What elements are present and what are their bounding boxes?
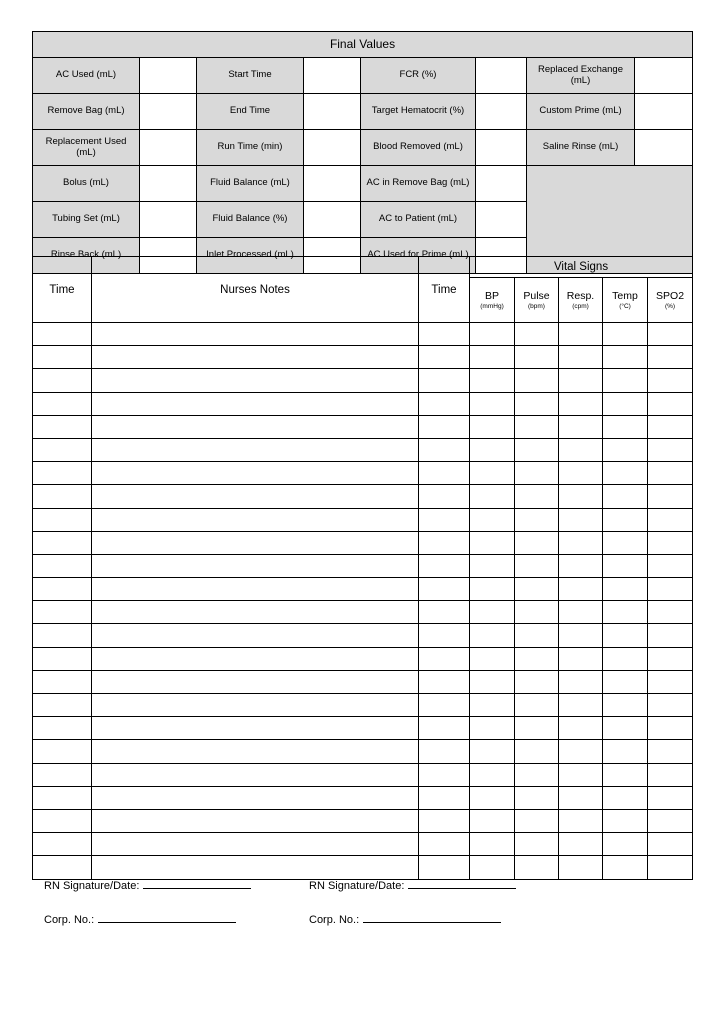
cell-time-left[interactable]: [33, 717, 92, 740]
label-bolus: Bolus (mL): [33, 166, 140, 202]
cell-time-left[interactable]: [33, 508, 92, 531]
cell-time-right[interactable]: [419, 833, 470, 856]
cell-spo2[interactable]: [648, 346, 693, 369]
rn-signature-input-left[interactable]: [143, 888, 251, 889]
cell-time-left[interactable]: [33, 462, 92, 485]
header-temp-name: Temp: [612, 289, 638, 302]
label-fcr: FCR (%): [361, 58, 476, 94]
label-fluid-balance-pct: Fluid Balance (%): [197, 202, 304, 238]
table-row: [33, 578, 693, 601]
cell-spo2[interactable]: [648, 531, 693, 554]
label-ac-in-remove-bag: AC in Remove Bag (mL): [361, 166, 476, 202]
cell-time-right[interactable]: [419, 856, 470, 879]
cell-notes[interactable]: [92, 670, 419, 693]
corp-no-right: [309, 914, 501, 926]
label-start-time: Start Time: [197, 58, 304, 94]
cell-bp[interactable]: [470, 415, 515, 438]
cell-time-left[interactable]: [33, 323, 92, 346]
header-spo2-unit: (%): [664, 302, 676, 310]
cell-time-left[interactable]: [33, 601, 92, 624]
cell-time-right[interactable]: [419, 485, 470, 508]
rn-signature-left: [44, 880, 309, 892]
cell-time-right[interactable]: [419, 578, 470, 601]
cell-temp[interactable]: [603, 323, 648, 346]
cell-resp[interactable]: [559, 578, 603, 601]
cell-notes[interactable]: [92, 717, 419, 740]
cell-notes[interactable]: [92, 554, 419, 577]
cell-bp[interactable]: [470, 694, 515, 717]
cell-pulse[interactable]: [515, 647, 559, 670]
table-row: [33, 346, 693, 369]
rn-signature-label-left: RN Signature/Date:: [44, 880, 140, 892]
final-values-title-row: [33, 32, 693, 58]
cell-spo2[interactable]: [648, 438, 693, 461]
cell-temp[interactable]: [603, 415, 648, 438]
cell-time-right[interactable]: [419, 786, 470, 809]
label-saline-rinse: Saline Rinse (mL): [527, 130, 635, 166]
vitals-group-header-row: [33, 257, 693, 278]
cell-time-right[interactable]: [419, 717, 470, 740]
cell-time-right[interactable]: [419, 624, 470, 647]
table-row: [33, 438, 693, 461]
table-row: [33, 670, 693, 693]
final-values-row: [33, 166, 693, 202]
cell-bp[interactable]: [470, 323, 515, 346]
cell-bp[interactable]: [470, 809, 515, 832]
cell-resp[interactable]: [559, 369, 603, 392]
cell-temp[interactable]: [603, 740, 648, 763]
cell-bp[interactable]: [470, 601, 515, 624]
cell-resp[interactable]: [559, 508, 603, 531]
cell-pulse[interactable]: [515, 601, 559, 624]
cell-spo2[interactable]: [648, 740, 693, 763]
value-ac-to-patient[interactable]: [476, 202, 527, 238]
cell-pulse[interactable]: [515, 392, 559, 415]
cell-notes[interactable]: [92, 415, 419, 438]
cell-spo2[interactable]: [648, 647, 693, 670]
cell-pulse[interactable]: [515, 717, 559, 740]
table-row: [33, 763, 693, 786]
cell-resp[interactable]: [559, 323, 603, 346]
cell-time-right[interactable]: [419, 323, 470, 346]
value-replaced-exchange[interactable]: [635, 58, 693, 94]
cell-time-right[interactable]: [419, 438, 470, 461]
cell-resp[interactable]: [559, 694, 603, 717]
header-time-left: Time: [33, 257, 92, 323]
cell-time-left[interactable]: [33, 578, 92, 601]
cell-bp[interactable]: [470, 786, 515, 809]
cell-temp[interactable]: [603, 578, 648, 601]
cell-temp[interactable]: [603, 485, 648, 508]
table-row: [33, 554, 693, 577]
cell-notes[interactable]: [92, 392, 419, 415]
table-row: [33, 786, 693, 809]
cell-bp[interactable]: [470, 554, 515, 577]
cell-time-left[interactable]: [33, 531, 92, 554]
table-row: [33, 856, 693, 879]
cell-time-left[interactable]: [33, 740, 92, 763]
cell-time-left[interactable]: [33, 369, 92, 392]
label-run-time: Run Time (min): [197, 130, 304, 166]
cell-bp[interactable]: [470, 392, 515, 415]
cell-pulse[interactable]: [515, 369, 559, 392]
cell-temp[interactable]: [603, 809, 648, 832]
cell-pulse[interactable]: [515, 670, 559, 693]
cell-bp[interactable]: [470, 833, 515, 856]
cell-time-right[interactable]: [419, 670, 470, 693]
value-run-time[interactable]: [304, 130, 361, 166]
table-row: [33, 508, 693, 531]
cell-resp[interactable]: [559, 346, 603, 369]
table-row: [33, 717, 693, 740]
cell-spo2[interactable]: [648, 323, 693, 346]
label-tubing-set: Tubing Set (mL): [33, 202, 140, 238]
cell-notes[interactable]: [92, 786, 419, 809]
cell-notes[interactable]: [92, 462, 419, 485]
cell-resp[interactable]: [559, 763, 603, 786]
cell-temp[interactable]: [603, 346, 648, 369]
value-tubing-set[interactable]: [140, 202, 197, 238]
cell-pulse[interactable]: [515, 763, 559, 786]
label-inlet-processed: Inlet Processed (mL): [197, 238, 304, 274]
value-fcr[interactable]: [476, 58, 527, 94]
cell-pulse[interactable]: [515, 554, 559, 577]
cell-spo2[interactable]: [648, 462, 693, 485]
table-row: [33, 694, 693, 717]
cell-time-left[interactable]: [33, 554, 92, 577]
corp-no-input-left[interactable]: [98, 922, 236, 923]
cell-temp[interactable]: [603, 717, 648, 740]
final-values-table: [32, 31, 693, 274]
cell-bp[interactable]: [470, 346, 515, 369]
label-end-time: End Time: [197, 94, 304, 130]
cell-temp[interactable]: [603, 462, 648, 485]
cell-bp[interactable]: [470, 369, 515, 392]
cell-bp[interactable]: [470, 508, 515, 531]
table-row: [33, 833, 693, 856]
cell-time-right[interactable]: [419, 462, 470, 485]
cell-notes[interactable]: [92, 809, 419, 832]
cell-pulse[interactable]: [515, 694, 559, 717]
cell-temp[interactable]: [603, 670, 648, 693]
label-remove-bag: Remove Bag (mL): [33, 94, 140, 130]
nurses-notes-body: [33, 323, 693, 880]
table-row: [33, 740, 693, 763]
cell-notes[interactable]: [92, 624, 419, 647]
cell-time-right[interactable]: [419, 601, 470, 624]
cell-pulse[interactable]: [515, 508, 559, 531]
corp-no-label-left: Corp. No.:: [44, 914, 95, 926]
value-end-time[interactable]: [304, 94, 361, 130]
label-ac-used-for-prime: AC Used for Prime (mL): [361, 238, 476, 274]
cell-spo2[interactable]: [648, 856, 693, 879]
cell-spo2[interactable]: [648, 578, 693, 601]
header-time-right: Time: [419, 257, 470, 323]
cell-pulse[interactable]: [515, 740, 559, 763]
corp-no-row: [44, 914, 684, 926]
cell-temp[interactable]: [603, 508, 648, 531]
value-fluid-balance-pct[interactable]: [304, 202, 361, 238]
cell-notes[interactable]: [92, 647, 419, 670]
cell-spo2[interactable]: [648, 809, 693, 832]
table-row: [33, 462, 693, 485]
value-custom-prime[interactable]: [635, 94, 693, 130]
label-custom-prime: Custom Prime (mL): [527, 94, 635, 130]
cell-notes[interactable]: [92, 323, 419, 346]
corp-no-label-right: Corp. No.:: [309, 914, 360, 926]
cell-resp[interactable]: [559, 717, 603, 740]
cell-bp[interactable]: [470, 624, 515, 647]
cell-resp[interactable]: [559, 670, 603, 693]
cell-time-left[interactable]: [33, 786, 92, 809]
header-vital-signs: Vital Signs: [470, 257, 693, 278]
label-ac-used: AC Used (mL): [33, 58, 140, 94]
cell-temp[interactable]: [603, 438, 648, 461]
cell-pulse[interactable]: [515, 462, 559, 485]
cell-time-right[interactable]: [419, 392, 470, 415]
table-row: [33, 415, 693, 438]
cell-notes[interactable]: [92, 578, 419, 601]
cell-time-right[interactable]: [419, 694, 470, 717]
cell-bp[interactable]: [470, 531, 515, 554]
value-saline-rinse[interactable]: [635, 130, 693, 166]
cell-time-left[interactable]: [33, 856, 92, 879]
cell-time-left[interactable]: [33, 694, 92, 717]
value-blood-removed[interactable]: [476, 130, 527, 166]
cell-time-left[interactable]: [33, 763, 92, 786]
cell-pulse[interactable]: [515, 786, 559, 809]
value-remove-bag[interactable]: [140, 94, 197, 130]
cell-time-left[interactable]: [33, 415, 92, 438]
cell-pulse[interactable]: [515, 624, 559, 647]
label-replaced-exchange: Replaced Exchange (mL): [527, 58, 635, 94]
cell-time-left[interactable]: [33, 833, 92, 856]
cell-resp[interactable]: [559, 415, 603, 438]
cell-notes[interactable]: [92, 740, 419, 763]
header-pulse: [515, 278, 559, 323]
value-ac-in-remove-bag[interactable]: [476, 166, 527, 202]
cell-notes[interactable]: [92, 485, 419, 508]
label-rinse-back: Rinse Back (mL): [33, 238, 140, 274]
final-values-row: [33, 130, 693, 166]
table-row: [33, 531, 693, 554]
cell-pulse[interactable]: [515, 856, 559, 879]
cell-notes[interactable]: [92, 346, 419, 369]
cell-pulse[interactable]: [515, 485, 559, 508]
rn-signature-label-right: RN Signature/Date:: [309, 880, 405, 892]
cell-pulse[interactable]: [515, 346, 559, 369]
cell-notes[interactable]: [92, 856, 419, 879]
cell-spo2[interactable]: [648, 694, 693, 717]
cell-temp[interactable]: [603, 601, 648, 624]
cell-temp[interactable]: [603, 694, 648, 717]
cell-bp[interactable]: [470, 578, 515, 601]
corp-no-left: [44, 914, 309, 926]
final-values-title: Final Values: [33, 32, 693, 58]
cell-pulse[interactable]: [515, 531, 559, 554]
cell-bp[interactable]: [470, 856, 515, 879]
header-pulse-unit: (bpm): [528, 302, 545, 310]
header-resp: [559, 278, 603, 323]
cell-pulse[interactable]: [515, 578, 559, 601]
cell-resp[interactable]: [559, 554, 603, 577]
cell-resp[interactable]: [559, 856, 603, 879]
cell-spo2[interactable]: [648, 554, 693, 577]
cell-spo2[interactable]: [648, 392, 693, 415]
value-target-hematocrit[interactable]: [476, 94, 527, 130]
cell-resp[interactable]: [559, 740, 603, 763]
header-temp: [603, 278, 648, 323]
cell-resp[interactable]: [559, 462, 603, 485]
header-bp: [470, 278, 515, 323]
cell-notes[interactable]: [92, 369, 419, 392]
cell-notes[interactable]: [92, 833, 419, 856]
signature-area: [44, 880, 684, 948]
cell-spo2[interactable]: [648, 624, 693, 647]
cell-time-left[interactable]: [33, 670, 92, 693]
cell-notes[interactable]: [92, 601, 419, 624]
header-bp-unit: (mmHg): [480, 302, 504, 310]
cell-bp[interactable]: [470, 717, 515, 740]
cell-temp[interactable]: [603, 369, 648, 392]
cell-resp[interactable]: [559, 485, 603, 508]
cell-time-left[interactable]: [33, 346, 92, 369]
value-start-time[interactable]: [304, 58, 361, 94]
cell-spo2[interactable]: [648, 717, 693, 740]
label-target-hematocrit: Target Hematocrit (%): [361, 94, 476, 130]
value-fluid-balance-ml[interactable]: [304, 166, 361, 202]
cell-temp[interactable]: [603, 763, 648, 786]
cell-spo2[interactable]: [648, 369, 693, 392]
table-row: [33, 323, 693, 346]
header-resp-name: Resp.: [566, 289, 595, 302]
header-pulse-name: Pulse: [523, 289, 550, 302]
cell-spo2[interactable]: [648, 763, 693, 786]
cell-notes[interactable]: [92, 531, 419, 554]
cell-spo2[interactable]: [648, 670, 693, 693]
cell-time-right[interactable]: [419, 531, 470, 554]
table-row: [33, 624, 693, 647]
cell-time-right[interactable]: [419, 346, 470, 369]
cell-time-left[interactable]: [33, 438, 92, 461]
table-row: [33, 809, 693, 832]
cell-resp[interactable]: [559, 647, 603, 670]
nurses-notes-table: [32, 256, 693, 880]
cell-bp[interactable]: [470, 740, 515, 763]
header-bp-name: BP: [484, 289, 499, 302]
cell-pulse[interactable]: [515, 438, 559, 461]
cell-temp[interactable]: [603, 624, 648, 647]
cell-spo2[interactable]: [648, 833, 693, 856]
table-row: [33, 485, 693, 508]
header-spo2-name: SPO2: [656, 289, 685, 302]
header-resp-unit: (cpm): [572, 302, 589, 310]
cell-time-right[interactable]: [419, 415, 470, 438]
cell-bp[interactable]: [470, 462, 515, 485]
value-replacement-used[interactable]: [140, 130, 197, 166]
cell-bp[interactable]: [470, 438, 515, 461]
cell-bp[interactable]: [470, 485, 515, 508]
cell-time-left[interactable]: [33, 647, 92, 670]
label-ac-to-patient: AC to Patient (mL): [361, 202, 476, 238]
cell-resp[interactable]: [559, 531, 603, 554]
cell-time-left[interactable]: [33, 809, 92, 832]
cell-bp[interactable]: [470, 670, 515, 693]
cell-resp[interactable]: [559, 809, 603, 832]
cell-pulse[interactable]: [515, 323, 559, 346]
value-ac-used[interactable]: [140, 58, 197, 94]
cell-temp[interactable]: [603, 392, 648, 415]
header-temp-unit: (°C): [619, 302, 631, 310]
cell-spo2[interactable]: [648, 415, 693, 438]
cell-pulse[interactable]: [515, 415, 559, 438]
cell-time-left[interactable]: [33, 624, 92, 647]
cell-time-left[interactable]: [33, 485, 92, 508]
cell-resp[interactable]: [559, 392, 603, 415]
cell-resp[interactable]: [559, 786, 603, 809]
cell-resp[interactable]: [559, 833, 603, 856]
cell-time-right[interactable]: [419, 809, 470, 832]
label-blood-removed: Blood Removed (mL): [361, 130, 476, 166]
cell-resp[interactable]: [559, 438, 603, 461]
label-fluid-balance-ml: Fluid Balance (mL): [197, 166, 304, 202]
label-replacement-used: Replacement Used (mL): [33, 130, 140, 166]
cell-time-right[interactable]: [419, 554, 470, 577]
header-spo2: [648, 278, 693, 323]
cell-time-right[interactable]: [419, 647, 470, 670]
rn-signature-right: [309, 880, 516, 892]
cell-notes[interactable]: [92, 763, 419, 786]
final-values-row: [33, 58, 693, 94]
cell-notes[interactable]: [92, 694, 419, 717]
corp-no-input-right[interactable]: [363, 922, 501, 923]
cell-pulse[interactable]: [515, 833, 559, 856]
value-bolus[interactable]: [140, 166, 197, 202]
cell-temp[interactable]: [603, 647, 648, 670]
cell-bp[interactable]: [470, 647, 515, 670]
header-nurses-notes: Nurses Notes: [92, 257, 419, 323]
cell-temp[interactable]: [603, 554, 648, 577]
cell-time-right[interactable]: [419, 740, 470, 763]
cell-time-right[interactable]: [419, 369, 470, 392]
cell-time-right[interactable]: [419, 763, 470, 786]
cell-time-right[interactable]: [419, 508, 470, 531]
cell-notes[interactable]: [92, 508, 419, 531]
table-row: [33, 601, 693, 624]
cell-resp[interactable]: [559, 624, 603, 647]
cell-notes[interactable]: [92, 438, 419, 461]
cell-resp[interactable]: [559, 601, 603, 624]
cell-temp[interactable]: [603, 833, 648, 856]
cell-spo2[interactable]: [648, 508, 693, 531]
cell-spo2[interactable]: [648, 601, 693, 624]
cell-temp[interactable]: [603, 856, 648, 879]
table-row: [33, 369, 693, 392]
cell-spo2[interactable]: [648, 786, 693, 809]
rn-signature-row: [44, 880, 684, 892]
cell-temp[interactable]: [603, 531, 648, 554]
cell-pulse[interactable]: [515, 809, 559, 832]
table-row: [33, 647, 693, 670]
cell-temp[interactable]: [603, 786, 648, 809]
final-values-row: [33, 94, 693, 130]
cell-bp[interactable]: [470, 763, 515, 786]
rn-signature-input-right[interactable]: [408, 888, 516, 889]
cell-spo2[interactable]: [648, 485, 693, 508]
table-row: [33, 392, 693, 415]
cell-time-left[interactable]: [33, 392, 92, 415]
